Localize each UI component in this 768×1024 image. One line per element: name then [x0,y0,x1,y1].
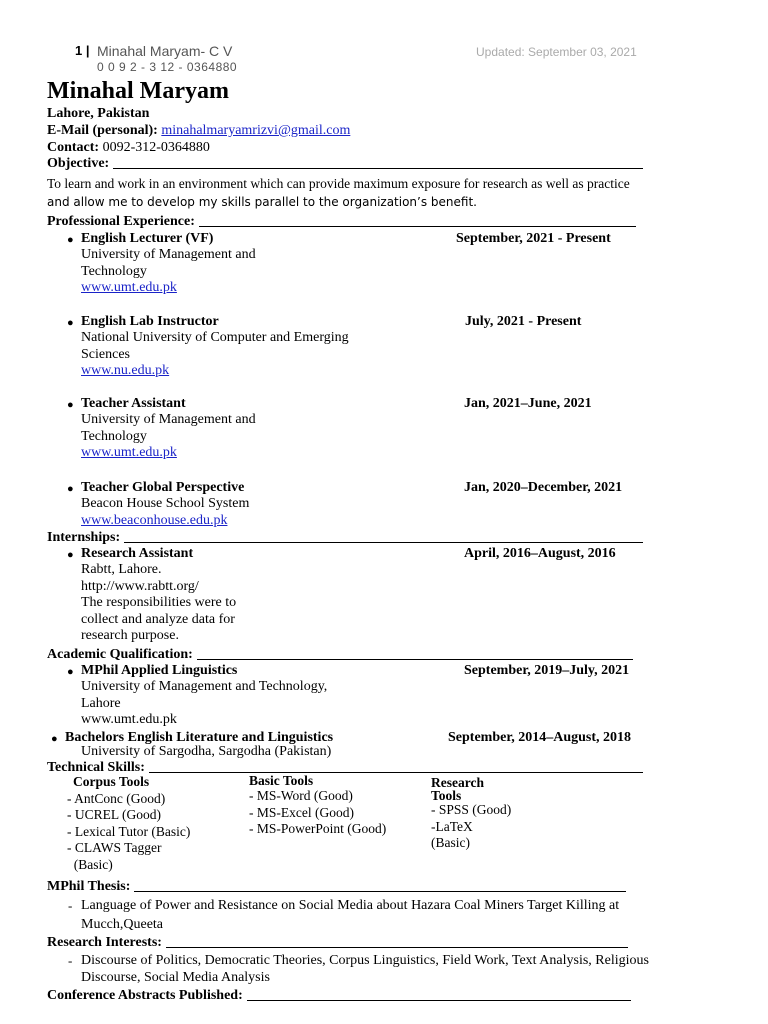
research-tools-column [431,776,511,852]
skill-item: - MS-Word (Good) [249,788,353,803]
page-number: 1 | [75,43,90,58]
updated-date: Updated: September 03, 2021 [476,45,637,59]
thesis-line-1: Language of Power and Resistance on Social Media about Hazara Coal Miners Target Killing at [81,898,620,913]
bullet-icon: ● [67,399,74,411]
interests-line-2: Discourse, Social Media Analysis [81,970,270,985]
job-dates: Jan, 2020–December, 2021 [464,480,623,495]
degree-line: Lahore [81,695,121,711]
dash-icon: - [68,898,73,913]
objective-line-1: To learn and work in an environment which can provide maximum exposure for research as well as practice [47,176,630,191]
technical-heading: Technical Skills: [47,760,643,776]
bullet-icon: ● [67,549,74,561]
job-title: Teacher Assistant [81,396,186,411]
job-dates: Jan, 2021–June, 2021 [464,396,592,411]
skill-item: - Lexical Tutor (Basic) [67,823,191,839]
bullet-icon: ● [67,234,74,246]
bullet-icon: ● [67,666,74,678]
dash-icon: - [68,953,73,968]
bullet-icon: ● [51,733,58,745]
degree-dates: September, 2014–August, 2018 [448,730,632,745]
internship-title: Research Assistant [81,546,194,561]
internship-line: http://www.rabtt.org/ [81,578,199,594]
job-dates: September, 2021 - Present [456,231,611,246]
job-org: Sciences [81,346,130,362]
degree-title: Bachelors English Literature and Linguistics [65,730,334,745]
skill-item: - MS-Excel (Good) [249,804,354,820]
location: Lahore, Pakistan [47,106,150,121]
job-url[interactable]: www.beaconhouse.edu.pk [81,512,228,528]
job-org: Technology [81,263,147,279]
basic-tools-column [249,774,386,838]
header-title: Minahal Maryam- C V [97,43,233,59]
academic-heading: Academic Qualification: [47,647,633,663]
job-title: Teacher Global Perspective [81,480,245,495]
skill-item: - SPSS (Good) [431,802,512,817]
corpus-tools-heading: Corpus Tools [73,774,150,789]
degree-title: MPhil Applied Linguistics [81,663,238,678]
skill-item: - MS-PowerPoint (Good) [249,821,387,836]
internship-dates: April, 2016–August, 2016 [464,546,616,561]
skill-item: - CLAWS Tagger [67,840,162,855]
contact-value: 0092-312-0364880 [102,140,210,155]
experience-heading: Professional Experience: [47,214,636,230]
bullet-icon: ● [67,317,74,329]
research-tools-heading: Tools [431,788,462,803]
objective-line-2: and allow me to develop my skills parallel to the organization’s benefit. [47,195,477,209]
skill-item: - UCREL (Good) [67,807,161,822]
cv-name: Minahal Maryam [47,78,229,104]
email-link[interactable]: minahalmaryamrizvi@gmail.com [161,123,351,138]
job-title: English Lecturer (VF) [81,231,214,246]
header-phone: 0 0 9 2 - 3 12 - 0364880 [97,60,238,74]
email-label: E-Mail (personal): [47,123,158,138]
job-url[interactable]: www.nu.edu.pk [81,363,170,378]
interests-line-1: Discourse of Politics, Democratic Theories, Corpus Linguistics, Field Work, Text Analysis, Religious [81,953,649,968]
job-url[interactable]: www.umt.edu.pk [81,280,177,295]
bullet-icon: ● [67,483,74,495]
skill-item: (Basic) [67,856,113,872]
research-tools-heading: Research [431,775,484,790]
internship-line: The responsibilities were to [81,595,237,610]
job-org: Beacon House School System [81,496,250,511]
skill-item: - AntConc (Good) [67,790,166,806]
internship-line: collect and analyze data for [81,611,235,627]
internship-line: research purpose. [81,628,179,643]
degree-line: University of Management and Technology, [81,679,328,694]
job-org: University of Management and [81,412,256,427]
thesis-line-2: Mucch,Queeta [81,917,164,932]
contact-row [47,140,210,156]
basic-tools-heading: Basic Tools [249,773,314,788]
degree-line: University of Sargodha, Sargodha (Pakistan) [81,744,332,759]
job-org: University of Management and [81,247,256,262]
degree-line: www.umt.edu.pk [81,712,177,727]
job-org: Technology [81,428,147,444]
interests-heading: Research Interests: [47,935,628,951]
skill-item: (Basic) [431,835,470,850]
contact-label: Contact: [47,140,100,155]
objective-heading: Objective: [47,156,643,172]
job-dates: July, 2021 - Present [465,314,582,329]
email-row [47,123,350,139]
conference-heading: Conference Abstracts Published: [47,988,631,1004]
degree-dates: September, 2019–July, 2021 [464,663,630,678]
internship-line: Rabtt, Lahore. [81,562,162,577]
corpus-tools-column [67,774,190,873]
job-title: English Lab Instructor [81,314,219,329]
job-url[interactable]: www.umt.edu.pk [81,445,177,460]
thesis-heading: MPhil Thesis: [47,879,626,895]
skill-item: -LaTeX [431,818,473,834]
internships-heading: Internships: [47,530,643,546]
job-org: National University of Computer and Emerging [81,330,349,345]
